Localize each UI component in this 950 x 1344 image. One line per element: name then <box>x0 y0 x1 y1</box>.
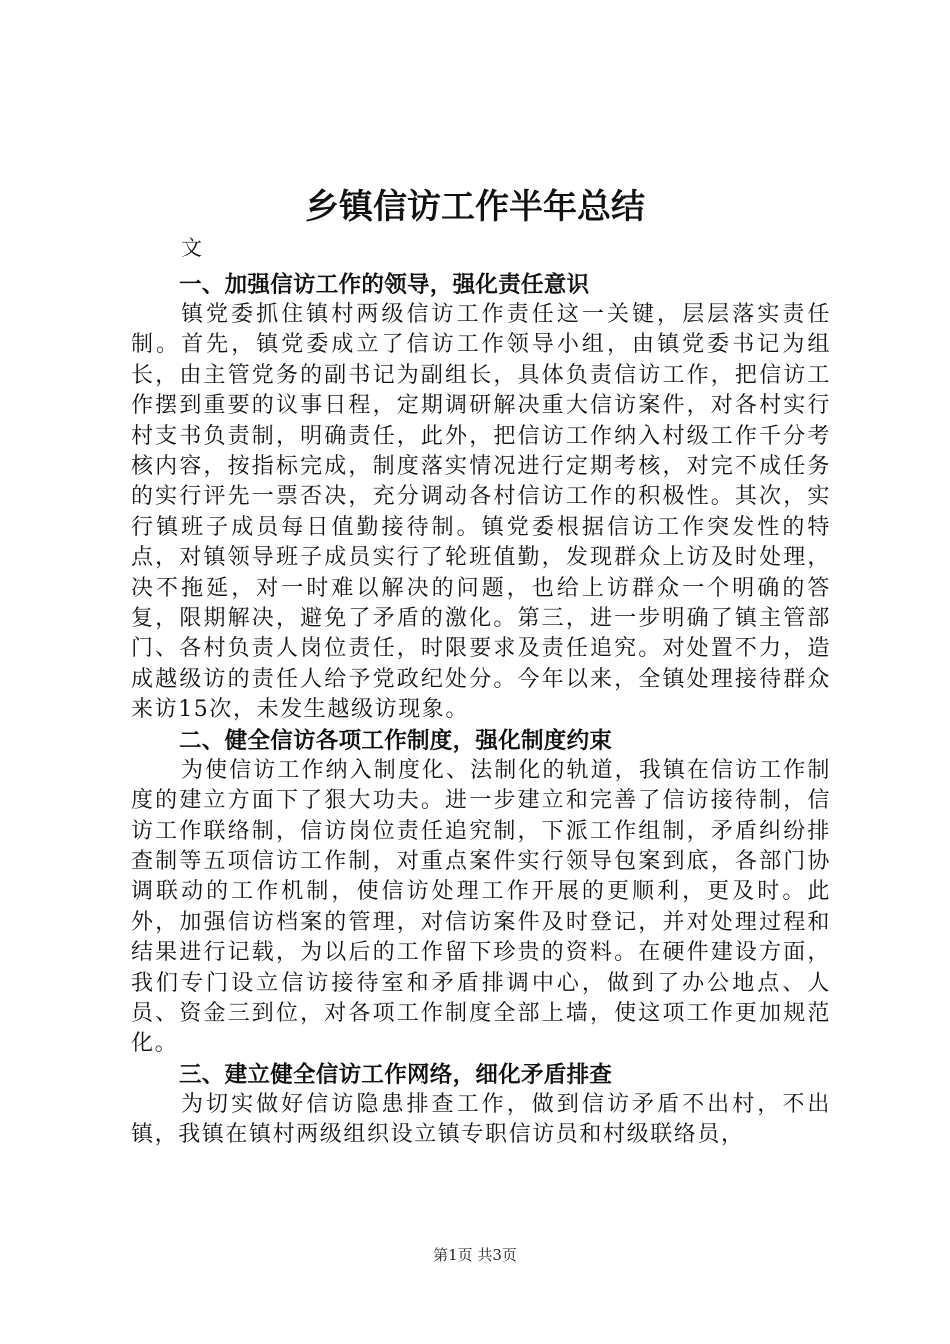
author-label: 文 <box>181 236 202 260</box>
document-title: 乡镇信访工作半年总结 <box>305 187 645 227</box>
section-paragraph-2: 为使信访工作纳入制度化、法制化的轨道，我镇在信访工作制度的建立方面下了狠大功夫。进一步建立和完善了信访接待制，信访工作联络制，信访岗位责任追究制，下派工作组制，矛盾纠纷排查制等五项信访工作制，对重点案件实行领导包案到底，各部门协调联动的工作机制，使信访处理工作开展的更顺利，更及时。此外，加强信访档案的管理，对信访案件及时登记，并对处理过程和结果进行记载，为以后的工作留下珍贵的资料。在硬件建设方面，我们专门设立信访接待室和矛盾排调中心，做到了办公地点、人员、资金三到位，对各项工作制度全部上墙，使这项工作更加规范化。 <box>131 757 831 1057</box>
section-heading-2: 二、健全信访各项工作制度，强化制度约束 <box>179 727 613 754</box>
section-heading-1: 一、加强信访工作的领导，强化责任意识 <box>179 272 590 298</box>
page-footer: 第1页 共3页 <box>433 1246 517 1264</box>
section-paragraph-3: 为切实做好信访隐患排查工作，做到信访矛盾不出村，不出镇，我镇在镇村两级组织设立镇专职信访员和村级联络员， <box>131 1091 831 1148</box>
section-paragraph-1: 镇党委抓住镇村两级信访工作责任这一关键，层层落实责任制。首先，镇党委成立了信访工作领导小组，由镇党委书记为组长，由主管党务的副书记为副组长，具体负责信访工作，把信访工作摆到重要的议事日程，定期调研解决重大信访案件，对各村实行村支书负责制，明确责任，此外，把信访工作纳入村级工作千分考核内容，按指标完成，制度落实情况进行定期考核，对完不成任务的实行评先一票否决，充分调动各村信访工作的积极性。其次，实行镇班子成员每日值勤接待制。镇党委根据信访工作突发性的特点，对镇领导班子成员实行了轮班值勤，发现群众上访及时处理，决不拖延，对一时难以解决的问题，也给上访群众一个明确的答复，限期解决，避免了矛盾的激化。第三，进一步明确了镇主管部门、各村负责人岗位责任，时限要求及责任追究。对处置不力，造成越级访的责任人给予党政纪处分。今年以来，全镇处理接待群众来访15次，未发生越级访现象。 <box>131 302 831 723</box>
document-body <box>131 232 831 1151</box>
section-heading-3: 三、建立健全信访工作网络，细化矛盾排查 <box>179 1061 613 1088</box>
